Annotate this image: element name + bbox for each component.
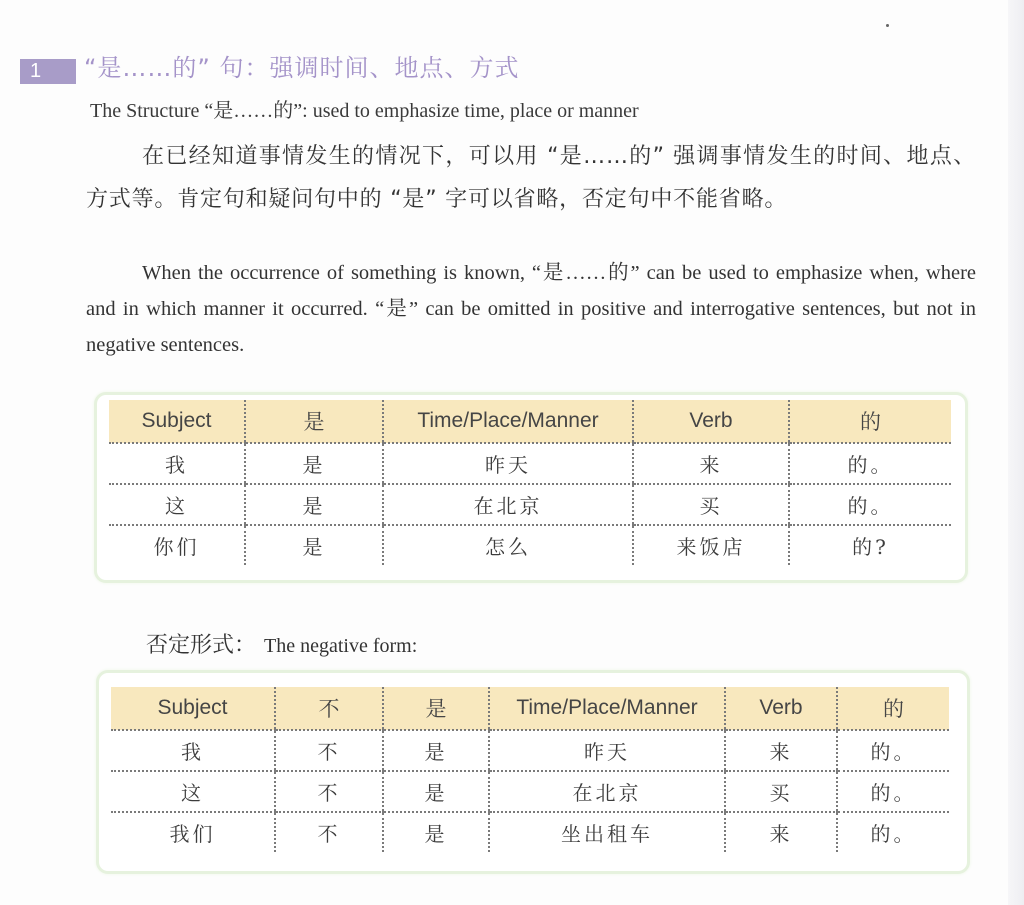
negative-form-label-zh: 否定形式： (146, 633, 257, 658)
cell-de: 的。 (837, 812, 949, 852)
table-row (109, 443, 951, 484)
cell-bu: 不 (275, 730, 383, 771)
cell-de: 的。 (789, 484, 951, 525)
table-header-row (109, 400, 951, 443)
table-row (111, 771, 949, 812)
header-shi: 是 (383, 687, 489, 730)
cell-shi: 是 (383, 730, 489, 771)
header-verb: Verb (633, 400, 789, 443)
print-speck (886, 24, 889, 27)
table-row (111, 730, 949, 771)
cell-subject: 我 (111, 730, 275, 771)
table-row (109, 484, 951, 525)
header-subject: Subject (111, 687, 275, 730)
cell-time-place-manner: 坐出租车 (489, 812, 725, 852)
cell-time-place-manner: 怎么 (383, 525, 633, 565)
cell-verb: 来饭店 (633, 525, 789, 565)
section-title-zh: “是……的” 句：强调时间、地点、方式 (84, 54, 520, 82)
page-edge (1008, 0, 1024, 905)
cell-time-place-manner: 在北京 (489, 771, 725, 812)
cell-verb: 买 (725, 771, 837, 812)
cell-time-place-manner: 在北京 (383, 484, 633, 525)
negative-form-label (146, 628, 417, 659)
table-row (109, 525, 951, 565)
cell-de: 的。 (789, 443, 951, 484)
header-shi: 是 (245, 400, 383, 443)
affirmative-table (109, 400, 951, 565)
header-verb: Verb (725, 687, 837, 730)
explanation-zh: 在已经知道事情发生的情况下，可以用 “是……的” 强调事情发生的时间、地点、方式等。肯定句和疑问句中的 “是” 字可以省略，否定句中不能省略。 (86, 144, 976, 212)
negative-form-label-en: The negative form: (264, 635, 418, 657)
section-number-badge: 1 (20, 59, 76, 84)
header-de: 的 (837, 687, 949, 730)
cell-subject: 我 (109, 443, 245, 484)
cell-shi: 是 (245, 484, 383, 525)
cell-shi: 是 (245, 525, 383, 565)
cell-verb: 来 (725, 812, 837, 852)
cell-verb: 来 (633, 443, 789, 484)
cell-subject: 你们 (153, 535, 200, 559)
cell-shi: 是 (383, 771, 489, 812)
negative-table (111, 687, 949, 852)
table-header-row (111, 687, 949, 730)
table-row (111, 812, 949, 852)
cell-bu: 不 (275, 812, 383, 852)
header-time-place-manner: Time/Place/Manner (383, 400, 633, 443)
cell-time-place-manner: 昨天 (489, 730, 725, 771)
section-title-en: The Structure “是……的”: used to emphasize time, place or manner (90, 100, 639, 122)
cell-verb: 买 (633, 484, 789, 525)
header-bu: 不 (275, 687, 383, 730)
cell-subject: 这 (109, 484, 245, 525)
explanation-en: When the occurrence of something is known, “是……的” can be used to emphasize when, where and in which manner it occurred. “是” can be omitted in positive and interrogative sentences, but not in negative sentences. (86, 262, 976, 356)
cell-verb: 来 (725, 730, 837, 771)
header-de: 的 (789, 400, 951, 443)
header-time-place-manner: Time/Place/Manner (489, 687, 725, 730)
cell-shi: 是 (245, 443, 383, 484)
cell-bu: 不 (275, 771, 383, 812)
cell-de: 的? (789, 525, 951, 565)
cell-de: 的。 (837, 771, 949, 812)
cell-subject: 我们 (169, 822, 216, 846)
cell-de: 的。 (837, 730, 949, 771)
affirmative-table-box (94, 392, 968, 583)
negative-table-box (96, 670, 970, 874)
cell-shi: 是 (383, 812, 489, 852)
header-subject: Subject (109, 400, 245, 443)
cell-time-place-manner: 昨天 (383, 443, 633, 484)
cell-subject: 这 (111, 771, 275, 812)
